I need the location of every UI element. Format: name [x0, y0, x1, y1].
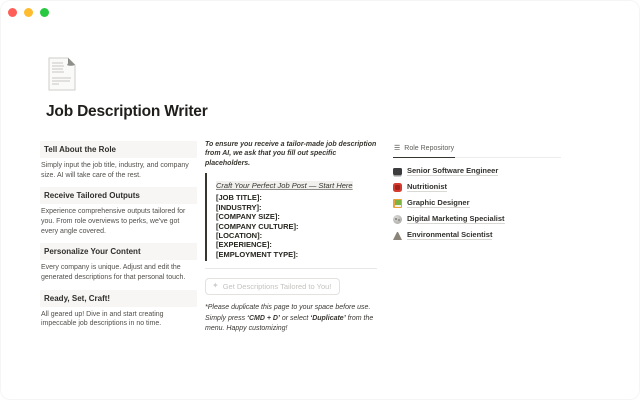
- sparkle-icon: ✦: [212, 281, 219, 291]
- tab-label: Role Repository: [404, 144, 455, 152]
- database-view-header: [393, 137, 561, 158]
- page-title: Job Description Writer: [46, 103, 208, 120]
- apple-icon: [393, 183, 402, 192]
- instructions-column: [205, 140, 377, 335]
- tab-role-repository[interactable]: [393, 142, 455, 158]
- divider: [205, 268, 377, 269]
- placeholder-line: [INDUSTRY]:: [216, 202, 262, 212]
- close-window-button[interactable]: [8, 8, 17, 17]
- placeholder-line: [EMPLOYMENT TYPE]:: [216, 249, 299, 259]
- list-view-icon: ☰: [394, 145, 401, 152]
- role-list-item[interactable]: [393, 179, 561, 195]
- feature-section: [40, 187, 197, 243]
- role-repository-column: [393, 137, 561, 243]
- section-body: All geared up! Dive in and start creating impeccable job descriptions in no time.: [41, 310, 164, 328]
- get-descriptions-button-label: Get Descriptions Tailored to You!: [222, 281, 332, 291]
- placeholder-quote-block: [205, 173, 377, 261]
- section-heading: Ready, Set, Craft!: [40, 290, 197, 307]
- laptop-icon: [393, 168, 402, 175]
- section-body: Simply input the job title, industry, and company size. AI will take care of the rest.: [41, 162, 189, 179]
- zoom-window-button[interactable]: [40, 8, 49, 17]
- placeholder-line: [LOCATION]:: [216, 230, 263, 240]
- mountain-icon: [393, 232, 402, 240]
- craft-job-post-link[interactable]: Craft Your Perfect Job Post — Start Here: [216, 181, 353, 191]
- picture-frame-icon: [393, 199, 402, 208]
- document-page-icon[interactable]: [47, 56, 77, 92]
- feature-section: [40, 290, 197, 336]
- section-heading: Personalize Your Content: [40, 243, 197, 260]
- section-body: Experience comprehensive outputs tailored for you. From role overviews to perks, we've got every angle covered.: [41, 208, 186, 235]
- role-label: Graphic Designer: [407, 198, 470, 207]
- role-list: [393, 163, 561, 243]
- placeholder-line: [COMPANY CULTURE]:: [216, 221, 299, 231]
- section-heading: Tell About the Role: [40, 141, 197, 158]
- section-heading: Receive Tailored Outputs: [40, 187, 197, 204]
- role-list-item[interactable]: [393, 211, 561, 227]
- role-label: Senior Software Engineer: [407, 166, 499, 175]
- globe-icon: [393, 215, 402, 224]
- placeholder-line: [COMPANY SIZE]:: [216, 212, 280, 222]
- feature-section: [40, 141, 197, 187]
- placeholder-line: [JOB TITLE]:: [216, 193, 262, 203]
- placeholder-line: [EXPERIENCE]:: [216, 240, 272, 250]
- role-label: Nutritionist: [407, 182, 447, 191]
- intro-text: To ensure you receive a tailor-made job description from AI, we ask that you fill out specific placeholders.: [205, 141, 377, 167]
- role-list-item[interactable]: [393, 163, 561, 179]
- role-label: Digital Marketing Specialist: [407, 214, 505, 223]
- role-list-item[interactable]: [393, 195, 561, 211]
- section-body: Every company is unique. Adjust and edit the generated descriptions for that personal touch.: [41, 264, 186, 281]
- get-descriptions-button[interactable]: [205, 278, 340, 295]
- role-label: Environmental Scientist: [407, 230, 493, 239]
- feature-column: [40, 141, 197, 336]
- feature-section: [40, 243, 197, 289]
- duplicate-note: *Please duplicate this page to your space before use. Simply press ‘CMD + D’ or select ‘Duplicate’ from the menu. Happy customizing!: [205, 303, 374, 333]
- minimize-window-button[interactable]: [24, 8, 33, 17]
- role-list-item[interactable]: [393, 227, 561, 243]
